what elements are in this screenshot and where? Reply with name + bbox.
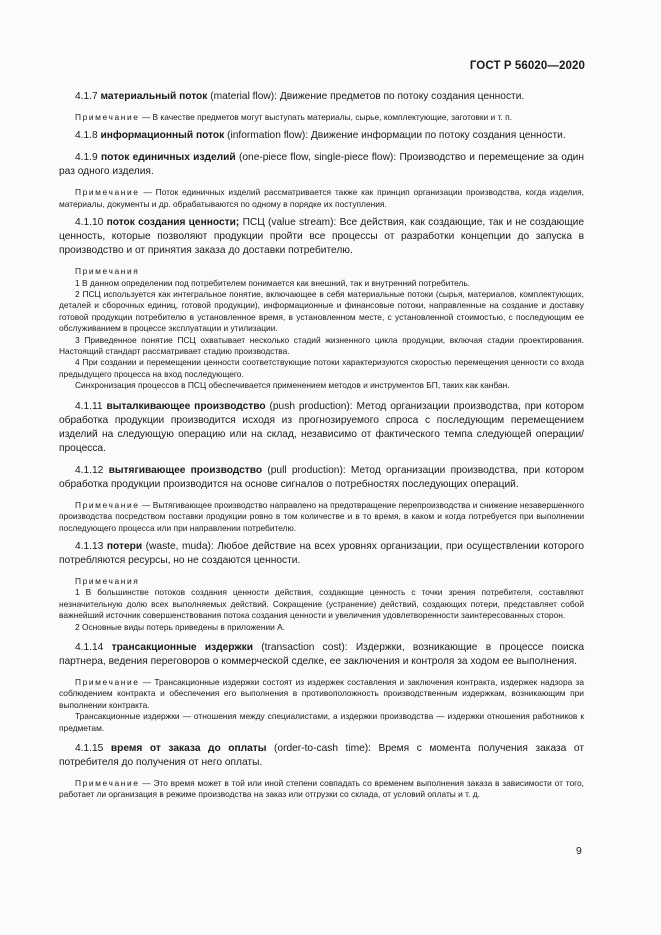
term-entry: 4.1.14 трансакционные издержки (transaction cost): Издержки, возникающие в процессе поиска партнера, ведения переговоров о коммерческой сделке, ее заключения и контроля за ходом ее выполнения. xyxy=(59,641,584,667)
term-entry: 4.1.15 время от заказа до оплаты (order-to-cash time): Время с момента получения заказа от потребителя до получения от него оплаты. xyxy=(59,742,584,768)
term-name: выталкивающее производство xyxy=(106,400,266,412)
note-item: 3 Приведенное понятие ПСЦ охватывает несколько стадий жизненного цикла продукции, включая стадии проектирования. Настоящий стандарт рассматривает стадию производства. xyxy=(59,334,584,357)
term-entry: 4.1.13 потери (waste, muda): Любое действие на всех уровнях организации, при осуществлении которого потребляются ресурсы, но не создаются ценности. xyxy=(59,540,584,566)
term-name: материальный поток xyxy=(100,91,208,102)
term-entry: 4.1.10 поток создания ценности; ПСЦ (value stream): Все действия, как создающие, так и не создающие ценность, которые позволяют продукции пройти все процессы от разработки концепции до запуска в производство и от принятия заказа до доставки потребителю. xyxy=(59,217,585,257)
notes-block xyxy=(59,576,584,633)
document-header: ГОСТ Р 56020—2020 xyxy=(469,60,585,72)
term-name: поток создания ценности; xyxy=(106,217,240,229)
term-name: трансакционные издержки xyxy=(111,641,253,653)
document-body xyxy=(59,90,584,807)
note-item: 4 При создании и перемещении ценности соответствующие потоки характеризуются скоростью перемещения ценности со входа предыдущего процесса на вход последующего. xyxy=(59,357,584,379)
note-item: 1 В большинстве потоков создания ценности действия, создающие ценность с точки зрения потребителя, составляют незначительную долю всех выполняемых действий. Сокращение (устранение) действий, создающих потери, представляет собой важнейший источник совершенствования потока создания ценности и увеличения удовлетворенности заинтересованных сторон. xyxy=(59,587,584,621)
term-name: информационный поток xyxy=(100,130,225,142)
note: Примечание — Поток единичных изделий рассматривается также как принцип организации производства, когда изделия, материалы, документы и др. обрабатываются по одному в порядке их поступления. xyxy=(59,187,585,209)
note-item: 1 В данном определении под потребителем понимается как внешний, так и внутренний потребитель. xyxy=(75,277,471,288)
page-number: 9 xyxy=(576,845,582,857)
term-name: время от заказа до оплаты xyxy=(110,742,267,754)
notes-block xyxy=(59,266,584,391)
note: Примечание — В качестве предметов могут выступать материалы, сырье, комплектующие, заготовки и т. п. xyxy=(75,112,512,122)
note-item: Трансакционные издержки — отношения между специалистами, а издержки производства — издержки отношения работников к предметам. xyxy=(59,711,584,733)
term-name: вытягивающее производство xyxy=(108,464,263,476)
note-item: 2 Основные виды потерь приведены в приложении А. xyxy=(75,621,286,632)
notes-label: Примечания xyxy=(75,575,140,586)
term-entry: 4.1.9 поток единичных изделий (one-piece flow, single-piece flow): Производство и перемещение за один раз одного изделия. xyxy=(59,152,584,178)
note: Примечание — Это время может в той или иной степени совпадать со временем выполнения заказа в зависимости от того, работает ли организация в режиме производства на заказ или отгрузки со склада, от условий оплаты и т. д. xyxy=(59,777,585,800)
note-item: 2 ПСЦ используется как интегральное понятие, включающее в себя материальные потоки (сырья, материалов, комплектующих, деталей и сборочных единиц, готовой продукции), информационные и финансовые потоки, направленные на создание и доставку готовой продукции потребителю в установленное время, в установленном месте, с установленной стоимостью, с последующим ее обслуживанием в процессе эксплуатации и утилизации. xyxy=(59,289,584,334)
term-entry: 4.1.8 информационный поток (information flow): Движение информации по потоку создания ценности. xyxy=(75,130,566,142)
note: Примечание — Вытягивающее производство направлено на предотвращение перепроизводства и снижение незавершенного производства посредством поставки продукции ровно в том количестве и в то время, в каком и когда потребуется при выполнении последующего процесса или при направлении потребителю. xyxy=(59,499,585,533)
term-entry: 4.1.7 материальный поток (material flow): Движение предметов по потоку создания ценности. xyxy=(75,91,525,102)
term-name: потери xyxy=(106,540,143,552)
notes-label: Примечания xyxy=(75,266,140,277)
notes-block xyxy=(59,677,584,734)
term-name: поток единичных изделий xyxy=(101,152,236,164)
term-entry: 4.1.11 выталкивающее производство (push production): Метод организации производства, при котором обработка продукции производится исходя из прогнозируемого спроса с последующим перемещением изделий на следующую операцию или на склад, независимо от фактического темпа следующей операции/процесса. xyxy=(59,400,584,454)
term-entry: 4.1.12 вытягивающее производство (pull production): Метод организации производства, при котором обработка продукции производится на основе сигналов о потребностях последующих операций. xyxy=(59,464,584,490)
note: Примечание — Трансакционные издержки состоят из издержек составления и заключения контракта, издержек надзора за соблюдением контракта и обеспечения его выполнения в противоположность производственным издержкам, возникающим при выполнении контракта. xyxy=(59,676,585,710)
note-item: Синхронизация процессов в ПСЦ обеспечивается применением методов и инструментов БП, таких как канбан. xyxy=(75,380,510,391)
